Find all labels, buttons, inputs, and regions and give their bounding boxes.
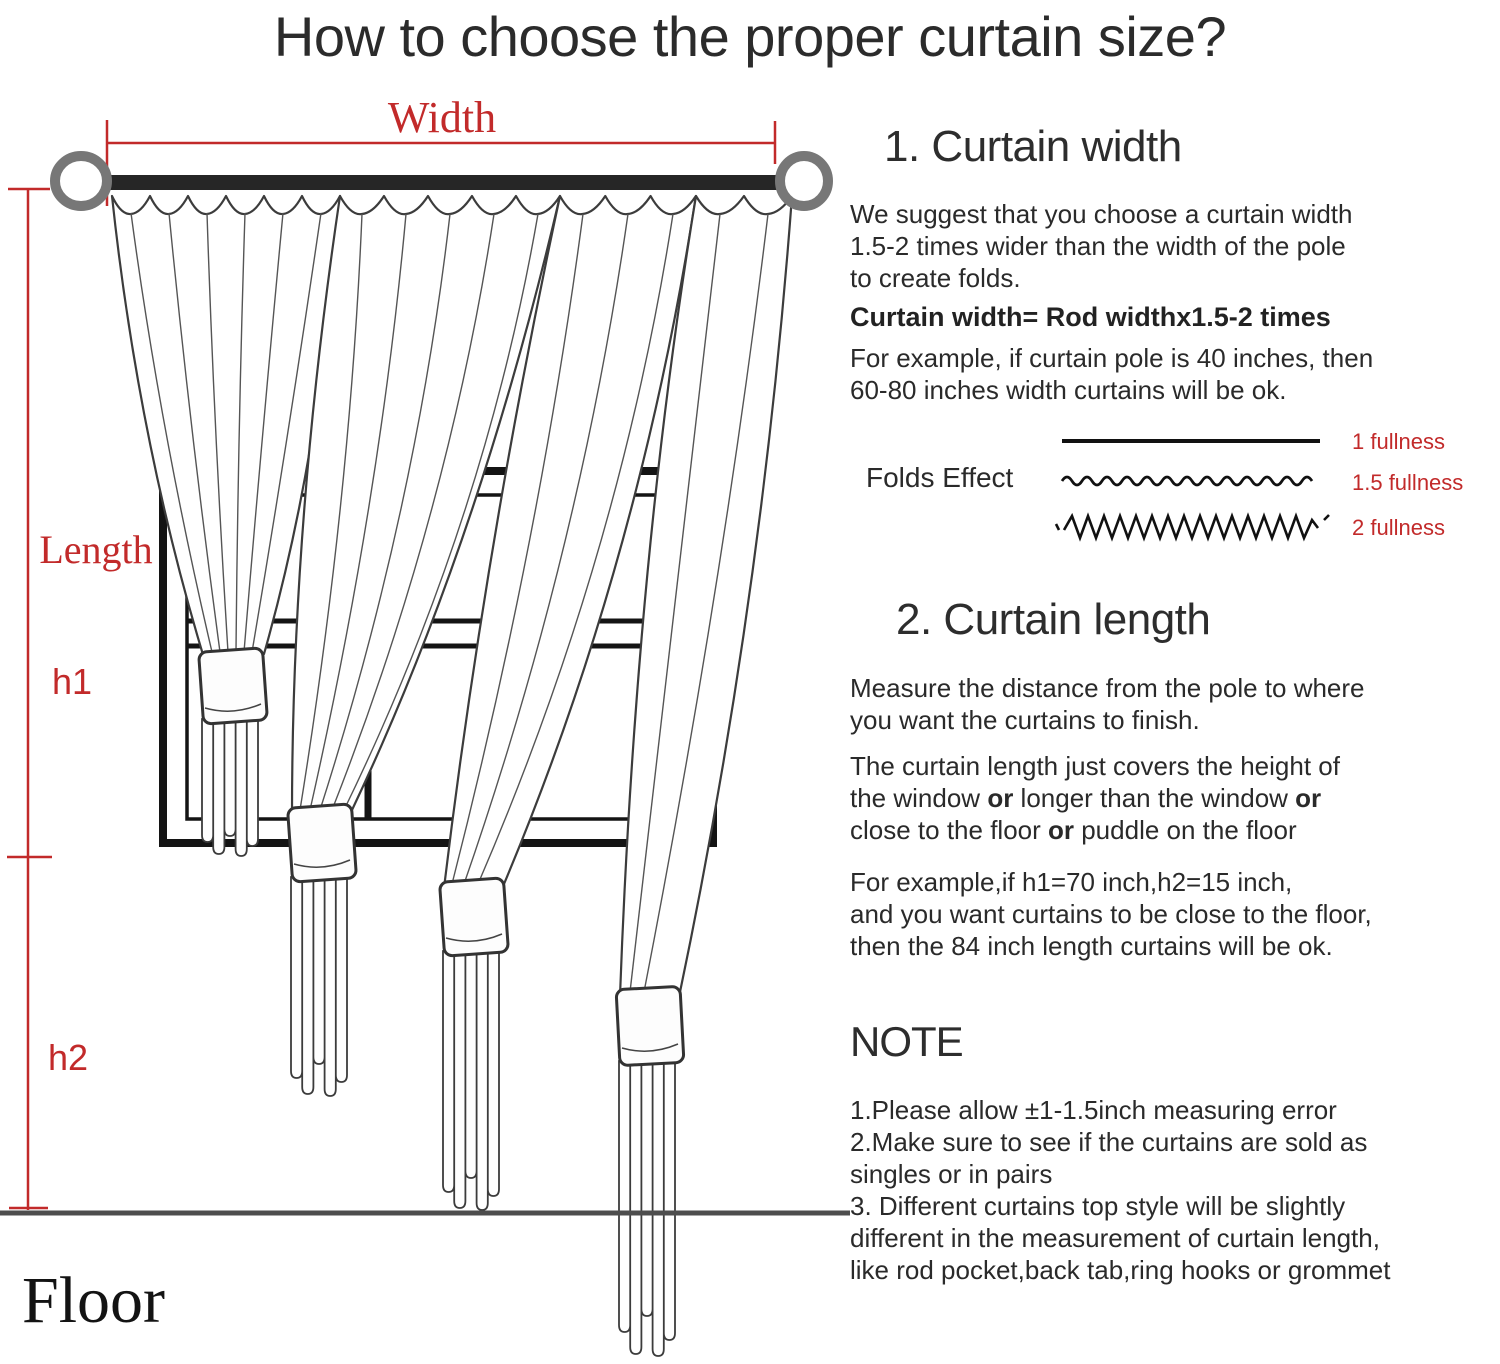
text-line xyxy=(850,782,1340,814)
section1-paragraph1 xyxy=(850,198,1352,294)
note-heading: NOTE xyxy=(850,1018,963,1065)
rod-ring-left xyxy=(55,156,107,206)
bold-or: or xyxy=(987,783,1014,813)
text-line: you want the curtains to finish. xyxy=(850,705,1200,735)
section2-paragraph3 xyxy=(850,866,1372,962)
text-line: For example,if h1=70 inch,h2=15 inch, xyxy=(850,867,1293,897)
section1-paragraph2 xyxy=(850,342,1373,406)
note-line: 3. Different curtains top style will be slightly xyxy=(850,1191,1346,1221)
curtain-width-formula: Curtain width= Rod widthx1.5-2 times xyxy=(850,302,1331,332)
section2-paragraph1 xyxy=(850,672,1365,736)
length-label: Length xyxy=(39,527,153,572)
fullness-1-5-label: 1.5 fullness xyxy=(1352,470,1464,495)
fullness-2-label: 2 fullness xyxy=(1352,515,1445,540)
bold-or: or xyxy=(1048,815,1074,845)
text-line: Measure the distance from the pole to where xyxy=(850,673,1365,703)
section2-heading: 2. Curtain length xyxy=(896,595,1211,644)
tieback-band xyxy=(199,648,268,724)
tieback-band xyxy=(439,878,508,956)
section1-heading: 1. Curtain width xyxy=(884,122,1182,171)
note-line: like rod pocket,back tab,ring hooks or grommet xyxy=(850,1255,1391,1285)
text-line: 1.5-2 times wider than the width of the pole xyxy=(850,231,1346,261)
rod-ring-right xyxy=(780,156,828,206)
tieback-band xyxy=(616,986,684,1065)
note-line: different in the measurement of curtain length, xyxy=(850,1223,1380,1253)
note-list xyxy=(850,1094,1390,1286)
fullness-1-5-wave xyxy=(1062,477,1312,485)
tieback-band xyxy=(287,804,356,882)
fullness-1-label: 1 fullness xyxy=(1352,429,1445,454)
text-segment: the window xyxy=(850,783,988,813)
note-line: 2.Make sure to see if the curtains are sold as xyxy=(850,1127,1368,1157)
page-title: How to choose the proper curtain size? xyxy=(273,5,1227,68)
section2-paragraph2 xyxy=(850,750,1340,846)
text-line: to create folds. xyxy=(850,263,1021,293)
text-line: and you want curtains to be close to the floor, xyxy=(850,899,1372,929)
curtain-tassel xyxy=(619,1061,675,1356)
text-segment: close to the floor xyxy=(850,815,1048,845)
fullness-lines xyxy=(1048,424,1338,554)
text-line: We suggest that you choose a curtain width xyxy=(850,199,1353,229)
note-line: 1.Please allow ±1-1.5inch measuring error xyxy=(850,1095,1337,1125)
text-line: For example, if curtain pole is 40 inches, then xyxy=(850,343,1374,373)
text-line: The curtain length just covers the height of xyxy=(850,751,1340,781)
h1-label: h1 xyxy=(51,661,93,702)
floor-label: Floor xyxy=(22,1264,166,1337)
width-label: Width xyxy=(387,93,497,142)
text-line: then the 84 inch length curtains will be ok. xyxy=(850,931,1333,961)
curtain-tassel xyxy=(202,719,258,856)
curtain-rod xyxy=(100,175,792,190)
text-line xyxy=(850,814,1340,846)
bold-or: or xyxy=(1295,783,1322,813)
curtain-tassel xyxy=(443,951,499,1210)
fullness-2-zigzag xyxy=(1056,515,1329,538)
note-line: singles or in pairs xyxy=(850,1159,1053,1189)
text-segment: puddle on the floor xyxy=(1074,815,1297,845)
text-segment: longer than the window xyxy=(1013,783,1296,813)
curtain-tassel xyxy=(291,877,347,1096)
folds-effect-label: Folds Effect xyxy=(866,462,1014,493)
h2-label: h2 xyxy=(47,1037,89,1078)
text-line: 60-80 inches width curtains will be ok. xyxy=(850,375,1287,405)
